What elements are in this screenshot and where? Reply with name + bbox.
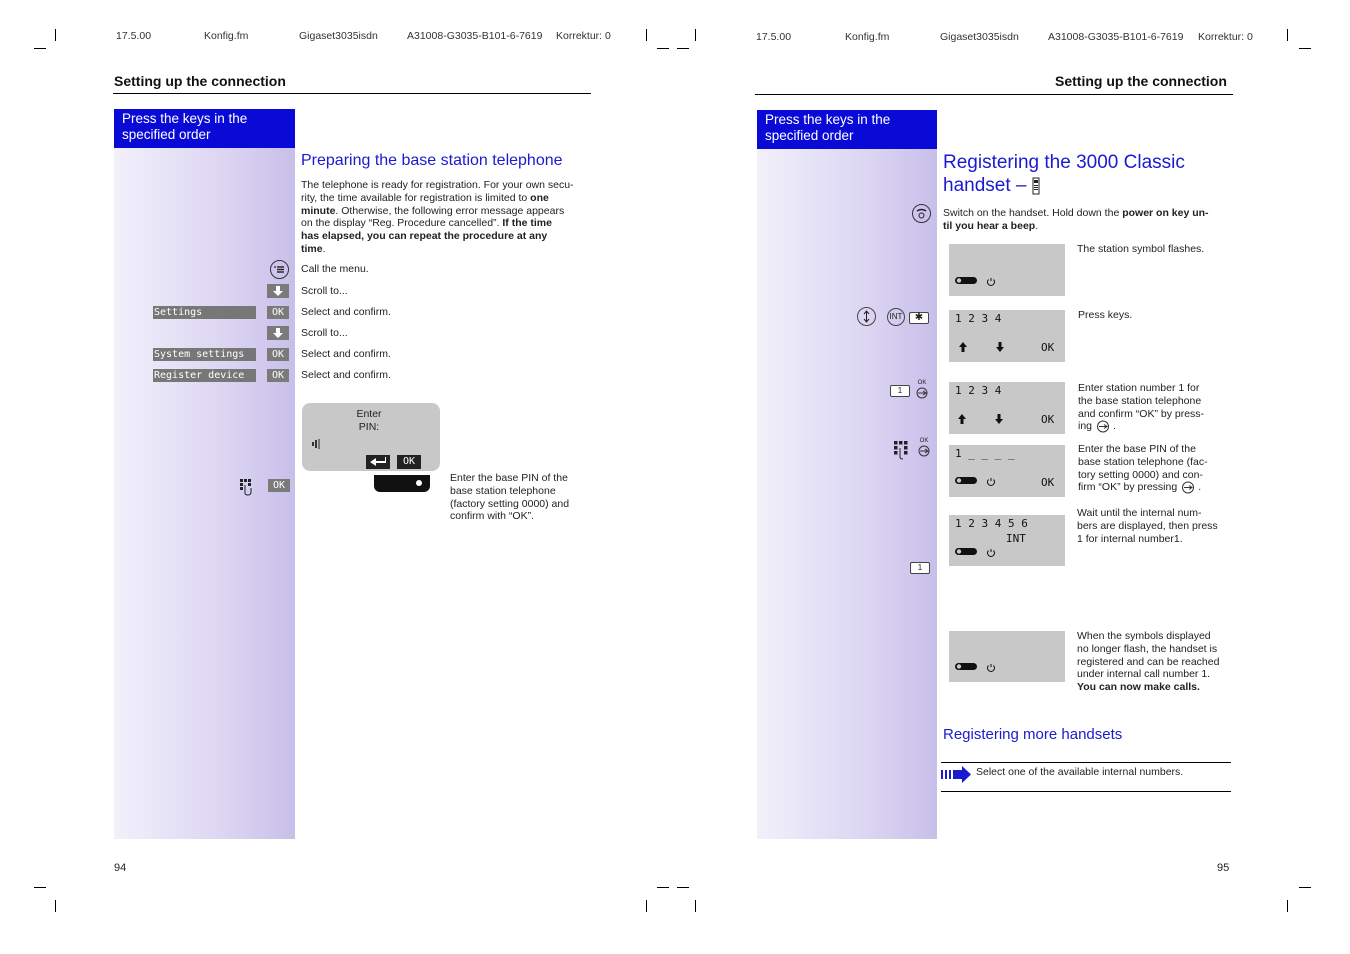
pin-display-line: PIN: (358, 421, 380, 433)
pin-instruction-line: Enter the base PIN of the (450, 472, 568, 484)
station-symbol-icon (955, 475, 995, 487)
handset-display (949, 382, 1065, 434)
crop-mark (695, 29, 696, 41)
intro-bold: minute (301, 204, 336, 217)
row-text: ing (1078, 420, 1093, 433)
row-text: no longer flash, the handset is (1077, 642, 1218, 655)
banner-line: specified order (122, 127, 211, 142)
row-text: 1 for internal number1. (1077, 532, 1183, 545)
row-text: and confirm “OK” by press- (1078, 407, 1205, 420)
intro-text: rity, the time available for registration is limited to (301, 191, 531, 204)
power-on-key-icon (912, 204, 931, 223)
display-label-register-device: Register device (153, 369, 256, 382)
display-label-system-settings: System settings (153, 348, 256, 361)
meta-product: Gigaset3035isdn (299, 30, 378, 42)
row-text-wrapper: firm “OK” by pressing . (1078, 481, 1202, 494)
switch-on-post: . (1035, 219, 1039, 232)
display-int: INT (1006, 532, 1026, 545)
ok-key: OK (267, 306, 289, 319)
keypad-icon (239, 478, 257, 496)
switch-on-pre: Switch on the handset. Hold down the (943, 207, 1123, 219)
meta-date: 17.5.00 (116, 30, 152, 42)
down-arrow-icon (267, 284, 289, 298)
key-1-icon: 1 (910, 562, 930, 574)
heading-preparing: Preparing the base station telephone (301, 152, 563, 169)
switch-on-text (943, 207, 1235, 233)
display-digits: 1 2 3 4 (955, 312, 1002, 325)
crop-mark (695, 900, 696, 912)
crop-mark (1287, 29, 1288, 41)
switch-on-bold: power on key un- (1122, 207, 1209, 219)
up-down-arrows-icon (956, 340, 1016, 354)
ok-arrow-key-label: OK (917, 380, 927, 386)
up-down-arrows-icon (955, 412, 1015, 426)
key-column-background (114, 148, 295, 839)
step-text: Call the menu. (301, 263, 369, 275)
row-text-bold: You can now make calls. (1077, 681, 1200, 694)
intro-text: . (322, 242, 326, 255)
station-symbol-icon (955, 275, 995, 287)
row-text-block (1078, 382, 1233, 433)
handset-display (949, 310, 1065, 362)
row-text: Wait until the internal num- (1077, 507, 1202, 519)
ok-arrow-key-label: OK (919, 438, 929, 444)
heading-line: Registering the 3000 Classic (943, 152, 1185, 173)
display-internal-numbers: 1 2 3 4 5 6 (955, 517, 1028, 530)
keypad-icon (893, 440, 913, 460)
row-text-block (1077, 507, 1232, 545)
intro-bold: has elapsed, you can repeat the procedure at any (301, 230, 548, 243)
back-icon (366, 455, 390, 469)
heading-registering (943, 151, 1185, 197)
crop-mark (657, 887, 669, 888)
meta-file: Konfig.fm (845, 31, 890, 43)
instruction-banner (114, 109, 295, 148)
row-text-wrapper: ing . (1078, 420, 1116, 433)
note-rule-top (941, 762, 1231, 763)
step-text: Select and confirm. (301, 348, 391, 360)
row-text: Press keys. (1078, 309, 1133, 321)
pin-instruction-line: confirm with “OK”. (450, 510, 535, 523)
note-arrow-icon (941, 765, 973, 783)
pin-instruction-line: base station telephone (450, 484, 556, 497)
meta-docnumber: A31008-G3035-B101-6-7619 (1048, 31, 1184, 43)
handset-display (949, 515, 1065, 566)
intro-bold: If the time (502, 217, 552, 230)
row-text-block (1078, 443, 1233, 494)
crop-mark (1299, 887, 1311, 888)
display-digits: 1 2 3 4 (955, 384, 1002, 397)
key-1-icon: 1 (890, 385, 910, 397)
crop-mark (34, 887, 46, 888)
ok-key: OK (267, 348, 289, 361)
station-symbol-icon (955, 661, 995, 673)
display-pin-entry: 1 _ _ _ _ (955, 447, 1015, 460)
heading-line: handset – (943, 175, 1027, 196)
crop-mark (34, 48, 46, 49)
row-text: the base station telephone (1078, 394, 1202, 407)
meta-product: Gigaset3035isdn (940, 31, 1019, 43)
crop-mark (55, 900, 56, 912)
intro-bold: time (301, 242, 323, 255)
crop-mark (1299, 48, 1311, 49)
banner-line: Press the keys in the (765, 112, 891, 127)
menu-icon (270, 260, 289, 279)
star-key-icon: ✱ (909, 312, 929, 324)
pin-display (302, 403, 440, 471)
step-text: Select and confirm. (301, 306, 391, 318)
row-text: The station symbol flashes. (1077, 243, 1205, 255)
handset-led (416, 480, 422, 486)
row-text: Enter station number 1 for (1078, 382, 1200, 394)
ok-arrow-key-icon (1095, 420, 1113, 433)
ok-arrow-key-icon (914, 380, 930, 400)
ok-arrow-key-icon (1180, 481, 1198, 494)
ok-softkey: OK (397, 455, 421, 469)
instruction-banner (757, 110, 937, 149)
display-ok: OK (1041, 413, 1055, 426)
row-text: When the symbols displayed (1077, 630, 1211, 642)
display-label-settings: Settings (153, 306, 256, 319)
int-key-icon: INT (887, 308, 905, 326)
crop-mark (646, 900, 647, 912)
row-text: bers are displayed, then press (1077, 519, 1218, 532)
meta-correction: Korrektur: 0 (556, 30, 611, 42)
row-text: firm “OK” by pressing (1078, 481, 1178, 494)
page-number: 94 (114, 862, 127, 874)
handset-icon (1030, 176, 1042, 196)
intro-text: . Otherwise, the following error message appears (335, 204, 565, 217)
heading-registering-more: Registering more handsets (943, 726, 1123, 743)
meta-docnumber: A31008-G3035-B101-6-7619 (407, 30, 543, 42)
hash-key-icon (857, 307, 876, 326)
pin-instruction-line: (factory setting 0000) and (450, 497, 570, 510)
meta-file: Konfig.fm (204, 30, 249, 42)
section-title: Setting up the connection (114, 73, 286, 89)
intro-paragraph (301, 179, 593, 256)
crop-mark (1287, 900, 1288, 912)
key-column-background (757, 149, 937, 839)
header-rule (113, 93, 591, 94)
banner-line: Press the keys in the (122, 111, 248, 126)
heading-line-wrapper (943, 174, 1185, 197)
handset-key-illustration (374, 475, 430, 492)
crop-mark (677, 48, 689, 49)
switch-on-bold: til you hear a beep (943, 219, 1036, 232)
intro-text: on the display “Reg. Procedure cancelled”. (301, 217, 503, 230)
section-title: Setting up the connection (1055, 73, 1227, 89)
banner-line: specified order (765, 128, 854, 143)
step-text: Select and confirm. (301, 369, 391, 381)
intro-bold: one (530, 191, 549, 204)
note-text: Select one of the available internal numbers. (976, 766, 1184, 778)
handset-display (949, 244, 1065, 296)
display-ok: OK (1041, 476, 1055, 489)
cursor-icon (312, 436, 321, 446)
crop-mark (677, 887, 689, 888)
ok-key: OK (267, 369, 289, 382)
ok-arrow-key-icon (916, 438, 932, 458)
intro-text: The telephone is ready for registration. For your own secu- (301, 179, 574, 191)
note-rule-bottom (941, 791, 1231, 792)
meta-correction: Korrektur: 0 (1198, 31, 1253, 43)
handset-display (949, 631, 1065, 682)
crop-mark (657, 48, 669, 49)
page-number: 95 (1217, 862, 1230, 874)
station-symbol-icon (955, 546, 995, 558)
row-text: tory setting 0000) and con- (1078, 468, 1203, 481)
pin-instruction (450, 472, 595, 523)
row-text: registered and can be reached (1077, 655, 1220, 668)
display-ok: OK (1041, 341, 1055, 354)
pin-display-line: Enter (356, 408, 382, 420)
meta-date: 17.5.00 (756, 31, 792, 43)
step-text: Scroll to... (301, 327, 348, 339)
handset-display (949, 445, 1065, 497)
crop-mark (55, 29, 56, 41)
row-text-block (1077, 630, 1232, 694)
header-rule (755, 94, 1233, 95)
row-text: base station telephone (fac- (1078, 455, 1208, 468)
ok-key: OK (268, 479, 290, 492)
row-text: Enter the base PIN of the (1078, 443, 1196, 455)
crop-mark (646, 29, 647, 41)
step-text: Scroll to... (301, 285, 348, 297)
row-text: under internal call number 1. (1077, 668, 1211, 681)
down-arrow-icon (267, 326, 289, 340)
